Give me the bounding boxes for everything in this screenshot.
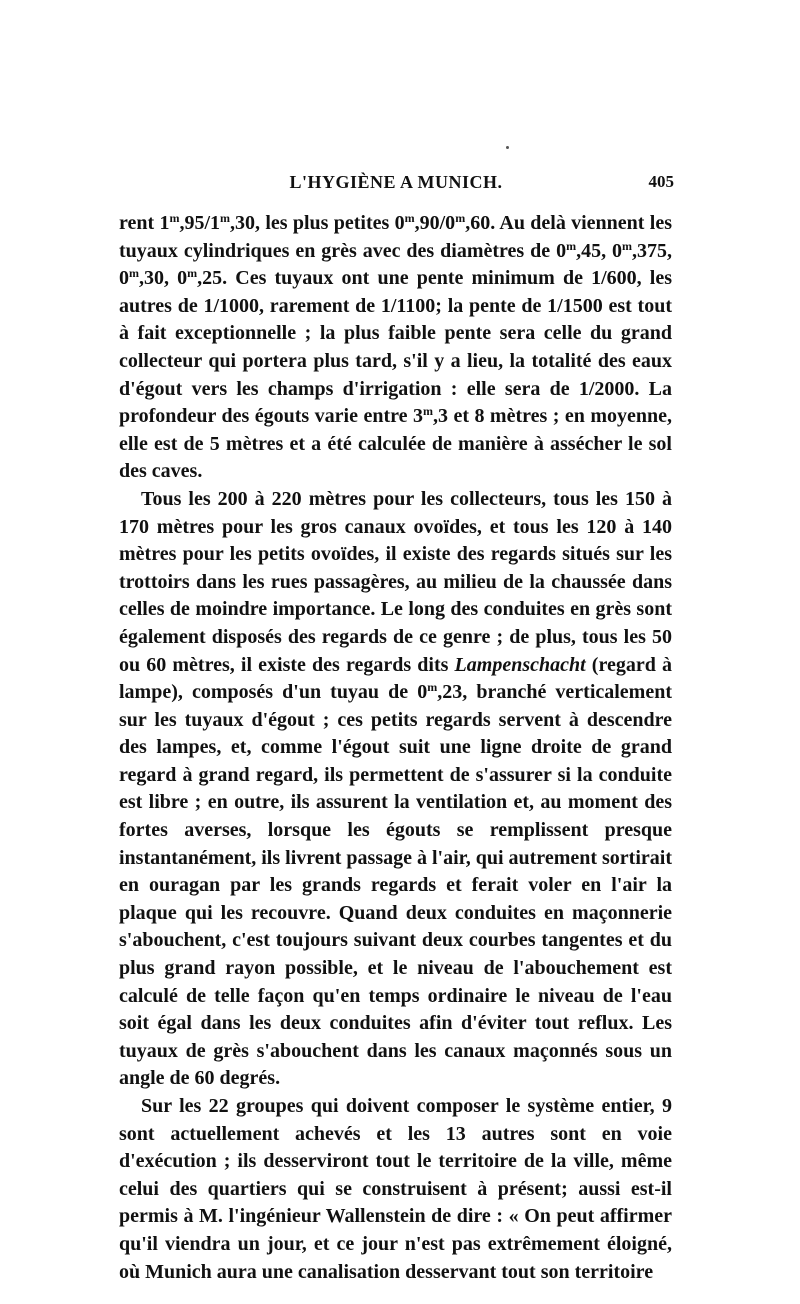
text-run: Tous les 200 à 220 mètres pour les collecteurs, tous les 150 à 170 mètres pour les gros canaux ovoïdes, et tous les 120 à 140 mètres pour les petits ovoïdes, il existe des regards situés sur les trottoirs dans les rues passagères, au milieu de la chaussée dans celles de moindre importance. Le long des conduites en grès sont également disposés des regards de ce genre ; de plus, tous les 50 ou 60 mètres, il existe des regards dits bbox=[119, 487, 672, 676]
text-run: ,3 et 8 mètres ; en moyenne, elle est de 5 mètres et a été calculée de manière à assécher le sol des caves. bbox=[119, 405, 673, 483]
text-run: ,25. Ces tuyaux ont une pente minimum de 1/600, les autres de 1/1000, rarement de 1/1100; la pente de 1/1500 est tout à fait exceptionnelle ; la plus faible pente sera celle du grand collecteur qui portera plus tard, s'il y a lieu, la totalité des eaux d'égout vers les champs d'irrigation : elle sera de 1/2000. La profondeur des égouts varie entre 3 bbox=[119, 267, 672, 428]
unit-superscript: m bbox=[422, 404, 433, 419]
text-run: rent 1 bbox=[119, 212, 170, 234]
text-run: ,60. Au delà viennent les tuyaux cylindriques en grès avec des diamètres de 0 bbox=[119, 212, 672, 262]
paragraph-3 bbox=[119, 1093, 672, 1286]
unit-superscript: m bbox=[455, 211, 466, 225]
unit-superscript: m bbox=[169, 211, 180, 225]
text-run: ,23, branché verticalement sur les tuyaux d'égout ; ces petits regards servent à descendre des lampes, et, comme l'égout suit une ligne droite de grand regard à grand regard, ils permettent de s'assurer si la conduite est libre ; en outre, ils assurent la ventilation et, au moment des fortes averses, lorsque les égouts se remplissent presque instantanément, ils livrent passage à l'air, qui autrement sortirait en ouragan par les grands regards et ferait voler en l'air la plaque qui les recouvre. Quand deux conduites en maçonnerie s'abouchent, c'est toujours suivant deux courbes tangentes et du plus grand rayon possible, et le niveau de l'abouchement est calculé de telle façon qu'en temps ordinaire le niveau de l'eau soit égal dans les deux conduites afin d'éviter tout reflux. Les tuyaux de grès s'abouchent dans les canaux maçonnés sous un angle de 60 degrés. bbox=[119, 681, 673, 1090]
unit-superscript: m bbox=[566, 238, 577, 253]
text-run: ,45, 0 bbox=[576, 239, 623, 262]
unit-superscript: m bbox=[129, 266, 139, 281]
unit-superscript: m bbox=[427, 680, 438, 695]
text-run: ,30, les plus petites 0 bbox=[230, 212, 405, 234]
italic-term: Lampenschacht bbox=[454, 653, 586, 676]
text-run: ,30, 0 bbox=[139, 267, 188, 290]
text-run: (regard à lampe), composés d'un tuyau de 0 bbox=[119, 653, 672, 704]
running-title: L'HYGIÈNE A MUNICH. bbox=[289, 172, 503, 192]
unit-superscript: m bbox=[220, 211, 231, 225]
unit-superscript: m bbox=[622, 238, 633, 253]
text-run: ,90/0 bbox=[414, 212, 456, 234]
body-text bbox=[119, 210, 672, 1286]
paragraph-1 bbox=[119, 210, 672, 486]
page-number: 405 bbox=[648, 172, 674, 191]
print-speck bbox=[506, 146, 509, 149]
text-run: Sur les 22 groupes qui doivent composer le système entier, 9 sont actuellement achevés et les 13 autres sont en voie d'exécution ; ils desserviront tout le territoire de la ville, même celui des quartiers qui se construisent à présent; aussi est-il permis à M. l'ingénieur Wallenstein de dire : « On peut affirmer qu'il viendra un jour, et ce jour n'est pas extrêmement éloigné, où Munich aura une canalisation desservant tout son territoire bbox=[119, 1095, 672, 1283]
text-run: ,375, 0 bbox=[119, 239, 673, 290]
unit-superscript: m bbox=[404, 211, 415, 225]
paragraph-2 bbox=[119, 486, 672, 1093]
unit-superscript: m bbox=[187, 266, 198, 281]
running-head bbox=[118, 172, 674, 198]
text-run: ,95/1 bbox=[179, 212, 221, 234]
